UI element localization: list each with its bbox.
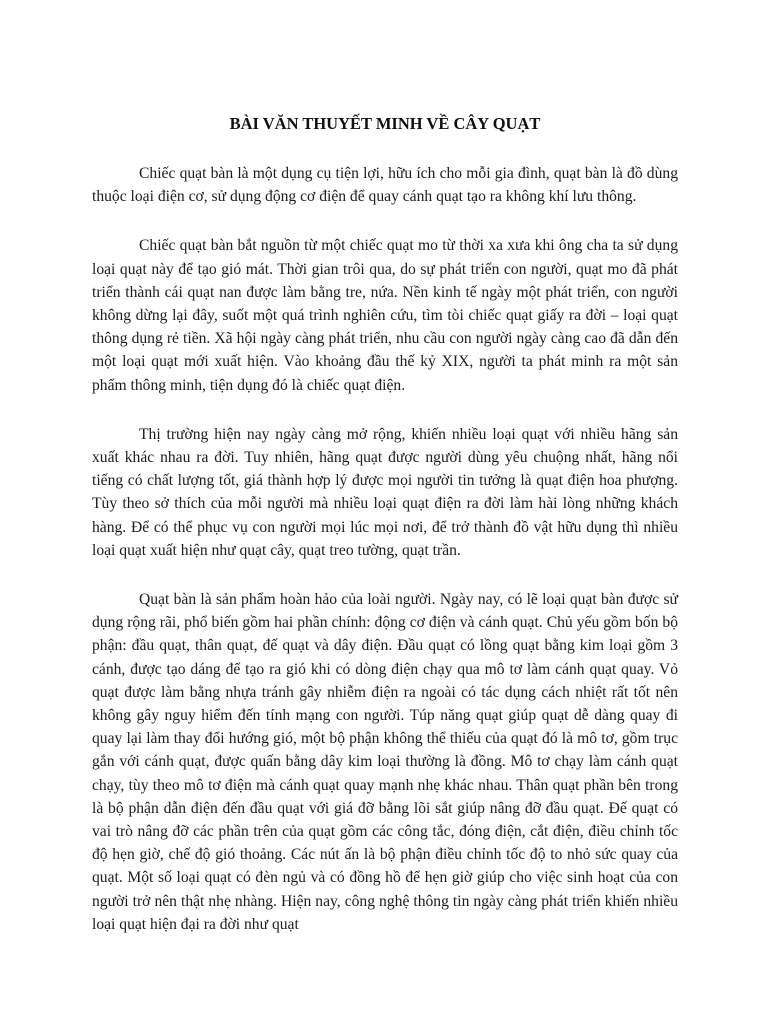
paragraph-2: Chiếc quạt bàn bắt nguồn từ một chiếc quạt mo từ thời xa xưa khi ông cha ta sử dụng loại quạt này để tạo gió mát. Thời gian trôi qua, do sự phát triển con người, quạt mo đã phát triển thành cái quạt nan được làm bằng tre, nứa. Nền kinh tế ngày một phát triển, con người không dừng lại đây, suốt một quá trình nghiên cứu, tìm tòi chiếc quạt giấy ra đời – loại quạt thông dụng rẻ tiền. Xã hội ngày càng phát triển, nhu cầu con người ngày càng cao đã dẫn đến một loại quạt mới xuất hiện. Vào khoảng đầu thế kỷ XIX, người ta phát minh ra một sản phẩm thông minh, tiện dụng đó là chiếc quạt điện.: [92, 237, 678, 394]
paragraph-4: Quạt bàn là sản phẩm hoàn hảo của loài người. Ngày nay, có lẽ loại quạt bàn được sử dụng rộng rãi, phổ biến gồm hai phần chính: động cơ điện và cánh quạt. Chủ yếu gồm bốn bộ phận: đầu quạt, thân quạt, đế quạt và dây điện. Đầu quạt có lồng quạt bằng kim loại gồm 3 cánh, được tạo dáng để tạo ra gió khi có dòng điện chạy qua mô tơ làm cánh quạt quay. Vỏ quạt được làm bằng nhựa tránh gây nhiễm điện ra ngoài có tác dụng cách nhiệt rất tốt nên không gây nguy hiểm đến tính mạng con người. Túp năng quạt giúp quạt dễ dàng quay đi quay lại làm thay đổi hướng gió, một bộ phận không thể thiếu của quạt đó là mô tơ, gồm trục gắn với cánh quạt, được quấn bằng dây kim loại thường là đồng. Mô tơ chạy làm cánh quạt chạy, tùy theo mô tơ điện mà cánh quạt quay mạnh nhẹ khác nhau. Thân quạt phần bên trong là bộ phận dẫn điện đến đầu quạt với giá đỡ bằng lõi sắt giúp nâng đỡ đầu quạt. Đế quạt có vai trò nâng đỡ các phần trên của quạt gồm các công tắc, đóng điện, cắt điện, điều chỉnh tốc độ hẹn giờ, chế độ gió thoảng. Các nút ấn là bộ phận điều chỉnh tốc độ to nhỏ sức quay của quạt. Một số loại quạt có đèn ngủ và có đồng hồ để hẹn giờ giúp cho việc sinh hoạt của con người trở nên thật nhẹ nhàng. Hiện nay, công nghệ thông tin ngày càng phát triển khiến nhiều loại quạt hiện đại ra đời như quạt: [92, 591, 678, 933]
paragraph-1: Chiếc quạt bàn là một dụng cụ tiện lợi, hữu ích cho mỗi gia đình, quạt bàn là đồ dùng thuộc loại điện cơ, sử dụng động cơ điện để quay cánh quạt tạo ra không khí lưu thông.: [92, 165, 678, 206]
paragraph-3: Thị trường hiện nay ngày càng mở rộng, khiến nhiều loại quạt với nhiều hãng sản xuất khác nhau ra đời. Tuy nhiên, hãng quạt được người dùng yêu chuộng nhất, hãng nổi tiếng có chất lượng tốt, giá thành hợp lý được mọi người tin tưởng là quạt điện hoa phượng. Tùy theo sở thích của mỗi người mà nhiều loại quạt điện ra đời làm hài lòng những khách hàng. Để có thể phục vụ con người mọi lúc mọi nơi, để trở thành đồ vật hữu dụng thì nhiều loại quạt xuất hiện như quạt cây, quạt treo tường, quạt trần.: [92, 425, 678, 559]
document-title: BÀI VĂN THUYẾT MINH VỀ CÂY QUẠT: [229, 114, 541, 133]
